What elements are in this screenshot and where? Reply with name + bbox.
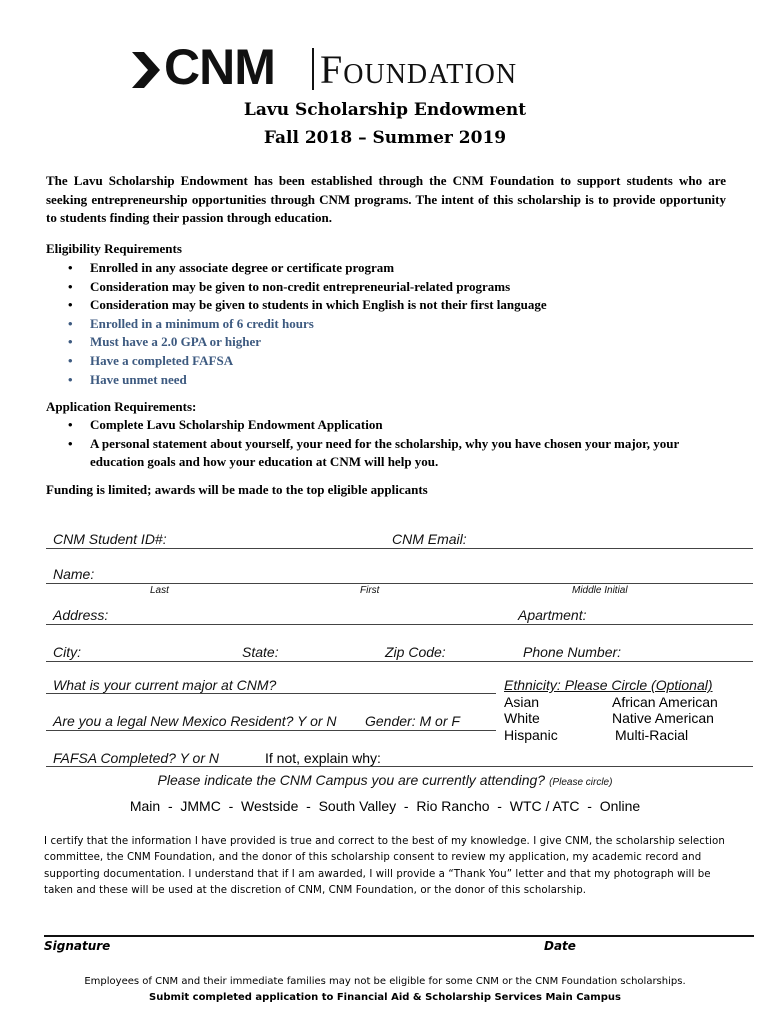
logo-cnm-text: CNM	[164, 39, 275, 95]
major-label: What is your current major at CNM?	[53, 677, 277, 693]
ethnicity-asian[interactable]: Asian	[504, 694, 540, 710]
fafsa-explain-label: If not, explain why:	[265, 750, 381, 766]
city-label: City:	[53, 644, 81, 660]
name-label: Name:	[53, 566, 95, 582]
list-item: • Consideration may be given to students in which English is not their first language	[46, 296, 736, 315]
certification-line: I certify that the information I have provided is true and correct to the best of my knowledge. I give CNM, the scholarship selection	[44, 836, 725, 847]
list-item: • Have a completed FAFSA	[46, 352, 736, 371]
resident-gender-field[interactable]	[46, 730, 496, 731]
eligibility-list	[46, 259, 736, 389]
list-item: • Enrolled in a minimum of 6 credit hours	[46, 315, 736, 334]
ethnicity-heading: Ethnicity: Please Circle (Optional)	[504, 677, 713, 693]
apartment-label: Apartment:	[518, 607, 587, 623]
list-item: • Consideration may be given to non-credit entrepreneurial-related programs	[46, 278, 736, 297]
logo-divider	[312, 48, 314, 90]
fafsa-question: FAFSA Completed? Y or N	[53, 750, 219, 766]
certification-line: committee, the CNM Foundation, and the donor of this scholarship consent to review my application, my academic record and	[44, 852, 702, 864]
name-middle-label: Middle Initial	[572, 585, 628, 596]
signature-label: Signature	[44, 939, 111, 953]
footer-note: Employees of CNM and their immediate families may not be eligible for some CNM or the CNM Foundation scholarships.	[84, 976, 686, 987]
funding-note: Funding is limited; awards will be made to the top eligible applicants	[46, 482, 428, 497]
ethnicity-native-american[interactable]: Native American	[612, 710, 714, 726]
student-id-label: CNM Student ID#:	[53, 531, 167, 547]
campus-options[interactable]: Main - JMMC - Westside - South Valley - Rio Rancho - WTC / ATC - Online	[129, 798, 641, 814]
zip-label: Zip Code:	[385, 644, 446, 660]
certification-line: taken and these will be used at the discretion of CNM, CNM Foundation, or the donor of this scholarship.	[44, 884, 587, 896]
list-item: • Enrolled in any associate degree or certificate program	[46, 259, 736, 278]
footer-submit: Submit completed application to Financial Aid & Scholarship Services Main Campus	[149, 992, 621, 1003]
ethnicity-white[interactable]: White	[504, 710, 540, 726]
cnm-foundation-logo	[130, 39, 650, 95]
certification-text	[44, 834, 744, 899]
ethnicity-african-american[interactable]: African American	[612, 694, 718, 710]
student-id-email-field[interactable]	[46, 548, 753, 549]
email-label: CNM Email:	[392, 531, 467, 547]
phone-label: Phone Number:	[523, 644, 622, 660]
name-last-label: Last	[150, 585, 169, 596]
list-item: • Complete Lavu Scholarship Endowment Application	[46, 416, 730, 435]
campus-prompt-note: (Please circle)	[549, 777, 613, 788]
gender-question: Gender: M or F	[365, 713, 460, 729]
ethnicity-multi-racial[interactable]: Multi-Racial	[615, 727, 689, 743]
campus-prompt-text: Please indicate the CNM Campus you are currently attending?	[157, 772, 546, 788]
resident-question: Are you a legal New Mexico Resident? Y or N	[53, 713, 337, 729]
list-item: • Have unmet need	[46, 371, 736, 390]
address-field[interactable]	[46, 624, 753, 625]
campus-prompt	[0, 772, 770, 790]
name-field[interactable]	[46, 583, 753, 584]
application-heading: Application Requirements:	[46, 399, 197, 414]
list-item: • A personal statement about yourself, your need for the scholarship, why you have chosen your major, your education goals and how your education at CNM will help you.	[46, 435, 730, 472]
city-state-zip-phone-field[interactable]	[46, 661, 753, 662]
state-label: State:	[242, 644, 279, 660]
major-field[interactable]	[46, 693, 496, 694]
page-term: Fall 2018 – Summer 2019	[263, 128, 507, 148]
logo-foundation-text: Foundation	[320, 47, 518, 92]
date-label: Date	[544, 939, 576, 953]
list-item: • Must have a 2.0 GPA or higher	[46, 333, 736, 352]
intro-paragraph: The Lavu Scholarship Endowment has been established through the CNM Foundation to support students who are seeking entrepreneurship opportunities through CNM programs. The intent of this scholarship is to provide opportunity to students finding their passion through education.	[46, 173, 726, 226]
name-first-label: First	[360, 585, 380, 596]
page-title: Lavu Scholarship Endowment	[243, 100, 527, 120]
certification-line: supporting documentation. I understand that if I am awarded, I will provide a “Thank You” letter and that my photograph will be	[44, 868, 711, 880]
fafsa-field[interactable]	[46, 766, 753, 767]
application-list	[46, 416, 730, 472]
address-label: Address:	[53, 607, 109, 623]
signature-line[interactable]	[44, 935, 754, 937]
chevron-logo-icon	[130, 48, 164, 92]
ethnicity-hispanic[interactable]: Hispanic	[504, 727, 558, 743]
eligibility-heading: Eligibility Requirements	[46, 241, 182, 256]
